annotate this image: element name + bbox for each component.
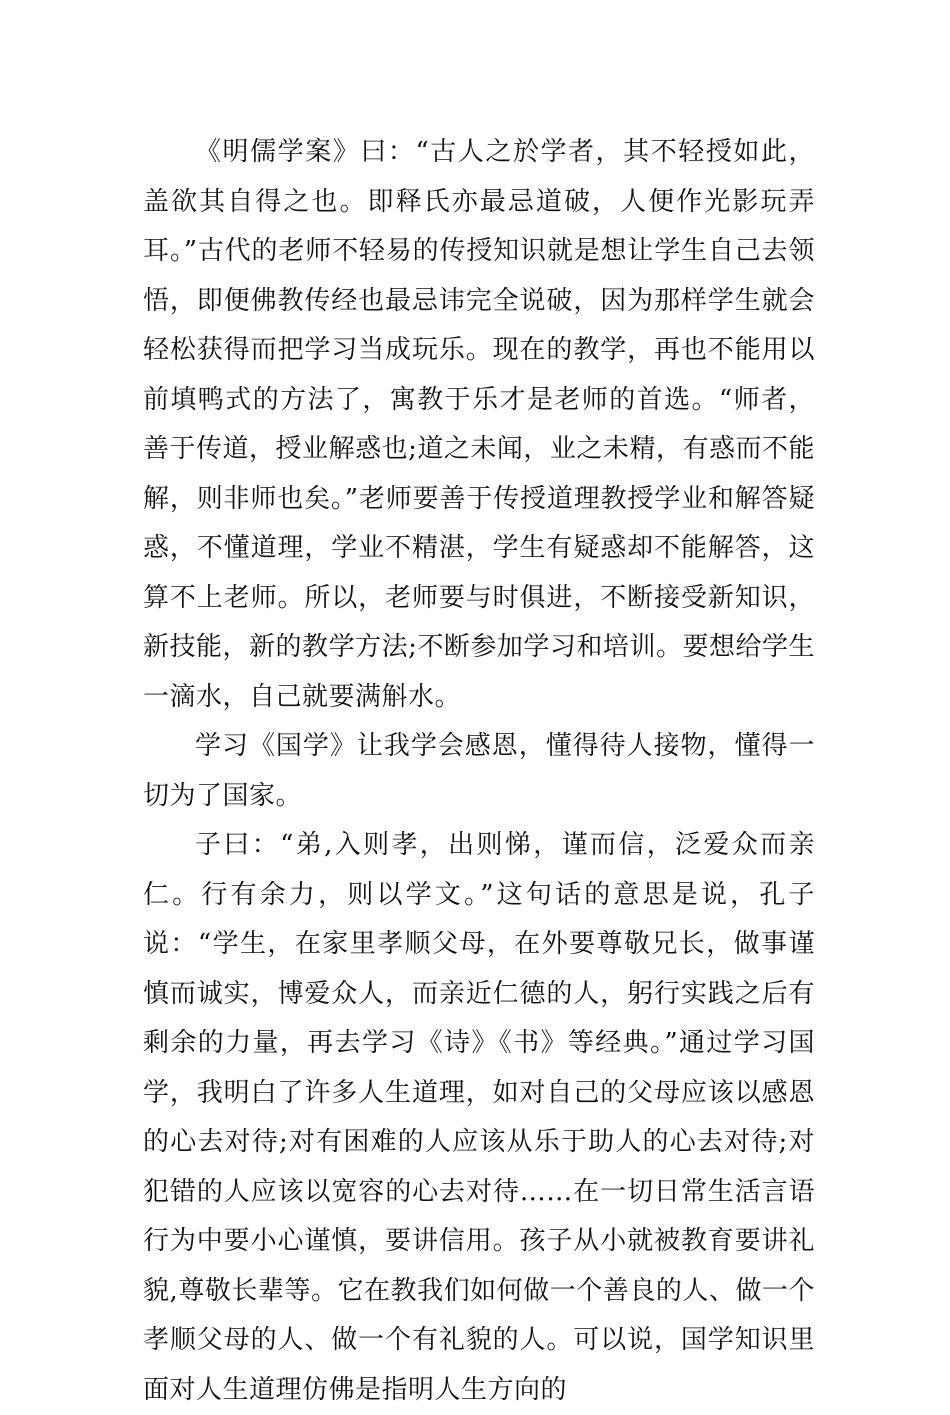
paragraph-mingru-xuean: 《明儒学案》曰：“古人之於学者，其不轻授如此，盖欲其自得之也。即释氏亦最忌道破，人便作光影玩弄耳。”古代的老师不轻易的传授知识就是想让学生自己去领悟，即便佛教传经也最忌讳完全说破，因为那样学生就会轻松获得而把学习当成玩乐。现在的教学，再也不能用以前填鸭式的方法了，寓教于乐才是老师的首选。“师者，善于传道，授业解惑也;道之未闻，业之未精，有惑而不能解，则非师也矣。”老师要善于传授道理教授学业和解答疑惑，不懂道理，学业不精湛，学生有疑惑却不能解答，这算不上老师。所以，老师要与时俱进，不断接受新知识，新技能，新的教学方法;不断参加学习和培训。要想给学生一滴水，自己就要满斛水。 [143,137,815,712]
paragraph-guoxue-gratitude: 学习《国学》让我学会感恩，懂得待人接物，懂得一切为了国家。 [143,731,815,811]
document-body [143,128,815,1415]
paragraph-zi-yue-di: 子曰：“弟,入则孝，出则悌，谨而信，泛爱众而亲仁。行有余力，则以学文。”这句话的意思是说，孔子说：“学生，在家里孝顺父母，在外要尊敬兄长，做事谨慎而诚实，博爱众人，而亲近仁德的人，躬行实践之后有剩余的力量，再去学习《诗》《书》等经典。”通过学习国学，我明白了许多人生道理，如对自己的父母应该以感恩的心去对待;对有困难的人应该从乐于助人的心去对待;对犯错的人应该以宽容的心去对待……在一切日常生活言语行为中要小心谨慎，要讲信用。孩子从小就被教育要讲礼貌,尊敬长辈等。它在教我们如何做一个善良的人、做一个孝顺父母的人、做一个有礼貌的人。可以说，国学知识里面对人生道理仿佛是指明人生方向的 [143,830,815,1405]
